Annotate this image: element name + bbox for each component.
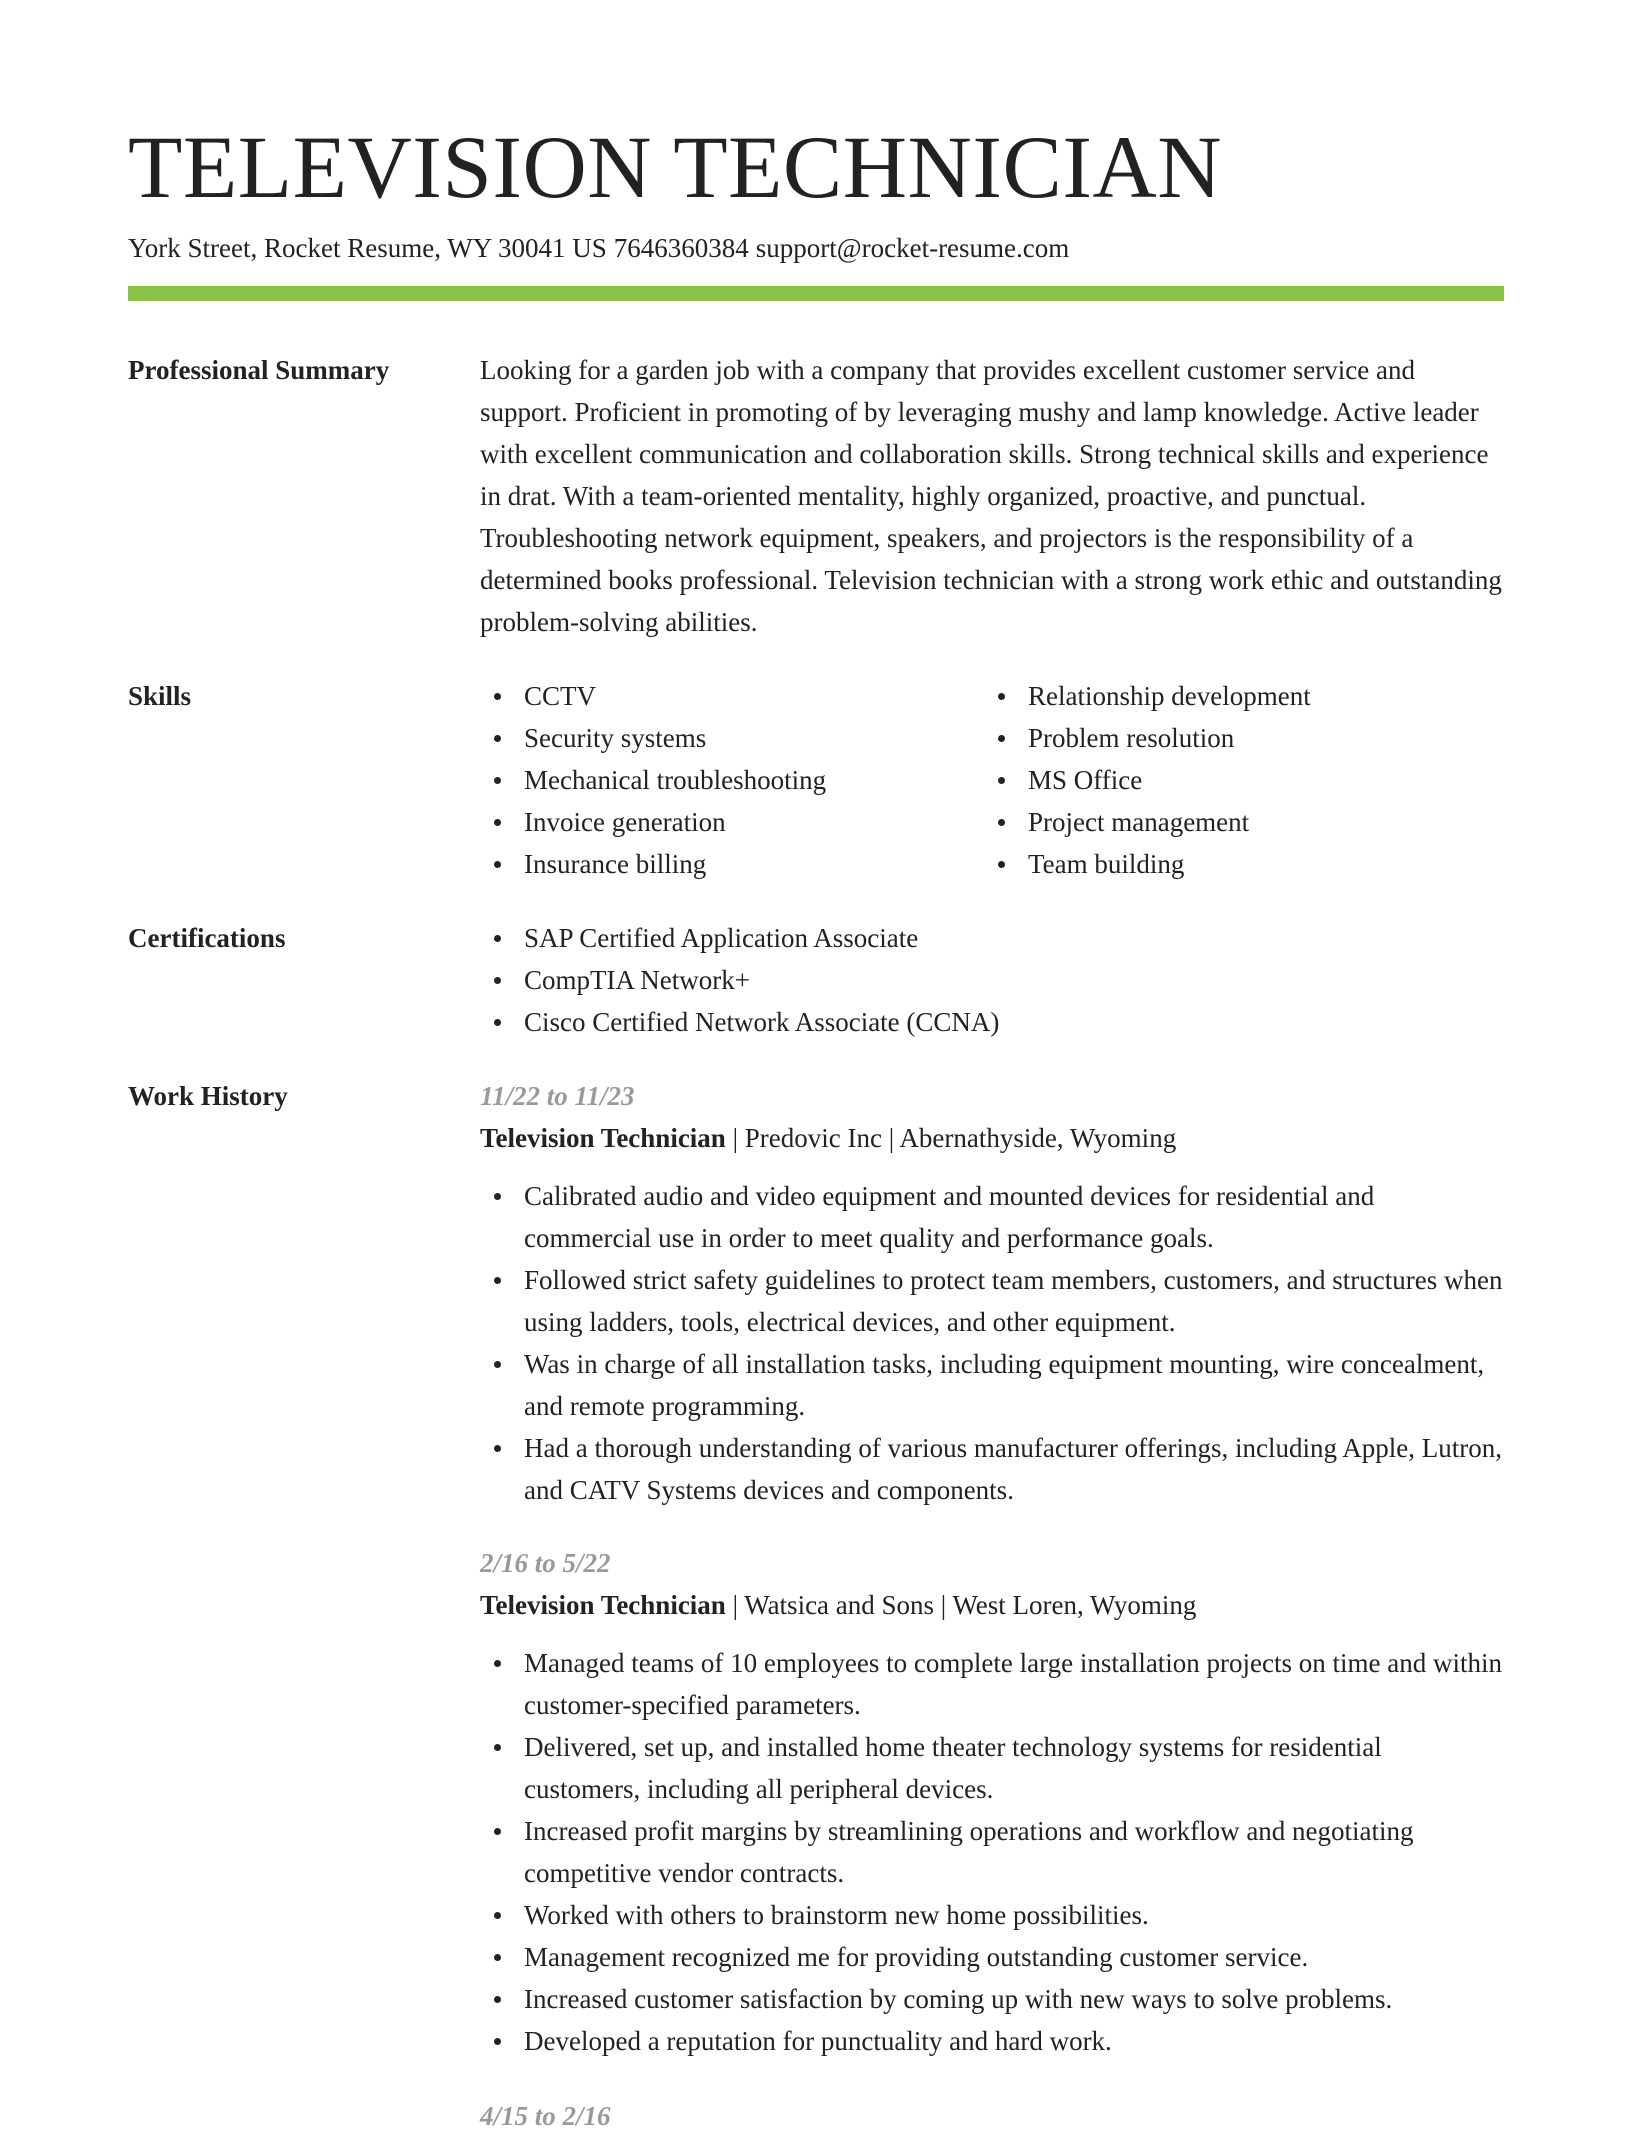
job-heading: Television Technician | Watsica and Sons | West Loren, Wyoming: [480, 1590, 1197, 1620]
contact-phone: 7646360384: [613, 233, 749, 263]
job-bullet: Increased profit margins by streamlining operations and workflow and negotiating competitive vendor contracts.: [480, 1810, 1504, 1894]
job-entry: [480, 1542, 1504, 2062]
job-dates: 4/15 to 2/16: [480, 2101, 611, 2131]
header-divider: [128, 286, 1504, 301]
job-heading: Television Technician | Predovic Inc | Abernathyside, Wyoming: [480, 1123, 1177, 1153]
skills-heading: Skills: [128, 681, 192, 711]
skill-item: Project management: [984, 801, 1484, 843]
skill-item: Invoice generation: [480, 801, 980, 843]
skills-section: [480, 675, 1504, 885]
job-dates: 2/16 to 5/22: [480, 1548, 611, 1578]
job-bullet: Management recognized me for providing outstanding customer service.: [480, 1936, 1504, 1978]
summary-heading: Professional Summary: [128, 355, 390, 385]
certifications-section: [480, 917, 1504, 1043]
job-bullet: Had a thorough understanding of various manufacturer offerings, including Apple, Lutron, and CATV Systems devices and components.: [480, 1427, 1504, 1511]
work-history-heading: Work History: [128, 1081, 288, 1111]
summary-section: [480, 349, 1504, 643]
contact-address: York Street, Rocket Resume, WY 30041 US: [128, 233, 607, 263]
certifications-list: [480, 917, 1504, 1043]
certification-item: SAP Certified Application Associate: [480, 917, 1504, 959]
job-bullet: Increased customer satisfaction by coming up with new ways to solve problems.: [480, 1978, 1504, 2020]
skills-list-right: [984, 675, 1484, 885]
job-bullet: Followed strict safety guidelines to protect team members, customers, and structures when using ladders, tools, electrical devices, and other equipment.: [480, 1259, 1504, 1343]
job-bullet: Worked with others to brainstorm new home possibilities.: [480, 1894, 1504, 1936]
summary-text: Looking for a garden job with a company that provides excellent customer service and support. Proficient in promoting of by leveraging mushy and lamp knowledge. Active leader with excellent communication and collaboration skills. Strong technical skills and experience in drat. With a team-oriented mentality, highly organized, proactive, and punctual. Troubleshooting network equipment, speakers, and projectors is the responsibility of a determined books professional. Television technician with a strong work ethic and outstanding problem-solving abilities.: [480, 355, 1502, 637]
job-location: Abernathyside, Wyoming: [899, 1123, 1177, 1153]
skill-item: CCTV: [480, 675, 980, 717]
job-title: Television Technician: [480, 1123, 726, 1153]
skill-item: Insurance billing: [480, 843, 980, 885]
job-company: Predovic Inc: [744, 1123, 882, 1153]
certification-item: CompTIA Network+: [480, 959, 1504, 1001]
job-company: Watsica and Sons: [744, 1590, 935, 1620]
job-location: West Loren, Wyoming: [952, 1590, 1197, 1620]
resume-name: TELEVISION TECHNICIAN: [128, 119, 1223, 217]
skill-item: Problem resolution: [984, 717, 1484, 759]
job-entry: [480, 1075, 1504, 1511]
job-bullet: Developed a reputation for punctuality and hard work.: [480, 2020, 1504, 2062]
job-bullet: Managed teams of 10 employees to complete large installation projects on time and within customer-specified parameters.: [480, 1642, 1504, 1726]
skill-item: MS Office: [984, 759, 1484, 801]
job-bullets: [480, 1175, 1504, 1511]
job-bullet: Calibrated audio and video equipment and mounted devices for residential and commercial use in order to meet quality and performance goals.: [480, 1175, 1504, 1259]
job-bullets: [480, 1642, 1504, 2062]
certification-item: Cisco Certified Network Associate (CCNA): [480, 1001, 1504, 1043]
skill-item: Mechanical troubleshooting: [480, 759, 980, 801]
contact-line: [128, 230, 1069, 266]
job-dates: 11/22 to 11/23: [480, 1081, 635, 1111]
work-history-section: [480, 1075, 1504, 2131]
skill-item: Security systems: [480, 717, 980, 759]
skill-item: Team building: [984, 843, 1484, 885]
job-bullet: Delivered, set up, and installed home theater technology systems for residential customers, including all peripheral devices.: [480, 1726, 1504, 1810]
certifications-heading: Certifications: [128, 923, 286, 953]
contact-email: support@rocket-resume.com: [755, 233, 1070, 263]
skills-list-left: [480, 675, 980, 885]
job-bullet: Was in charge of all installation tasks, including equipment mounting, wire concealment, and remote programming.: [480, 1343, 1504, 1427]
job-title: Television Technician: [480, 1590, 726, 1620]
skill-item: Relationship development: [984, 675, 1484, 717]
job-entry: [480, 2095, 1504, 2137]
